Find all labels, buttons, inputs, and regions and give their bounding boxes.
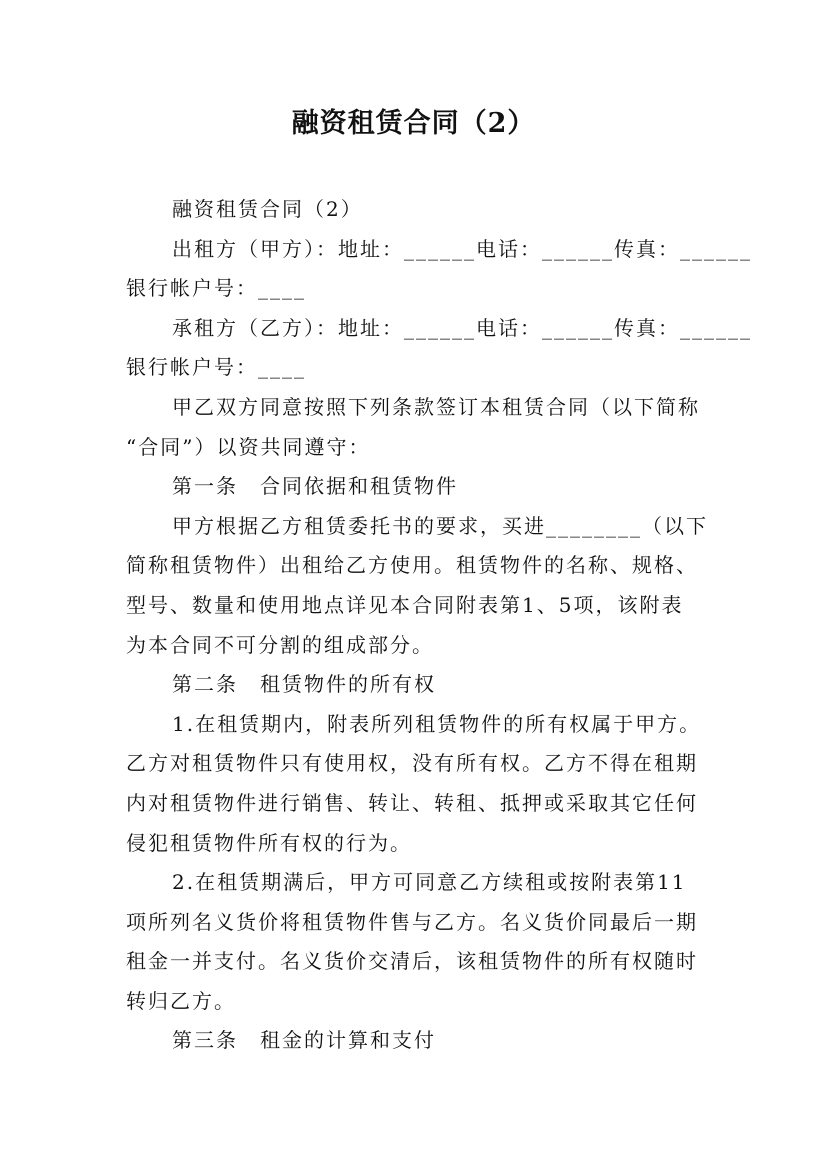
document-line: 1.在租赁期内，附表所列租赁物件的所有权属于甲方。 bbox=[172, 711, 702, 736]
document-line: 承租方（乙方）：地址：______电话：______传真：______ bbox=[172, 315, 752, 340]
document-line: 为本合同不可分割的组成部分。 bbox=[126, 632, 434, 657]
document-line: 项所列名义货价将租赁物件售与乙方。名义货价同最后一期 bbox=[126, 909, 698, 934]
document-line: 型号、数量和使用地点详见本合同附表第1、5项，该附表 bbox=[126, 592, 684, 617]
document-line: 侵犯租赁物件所有权的行为。 bbox=[126, 830, 412, 855]
document-line: 甲方根据乙方租赁委托书的要求，买进________（以下 bbox=[172, 513, 708, 538]
document-line: 内对租赁物件进行销售、转让、转租、抵押或采取其它任何 bbox=[126, 790, 698, 815]
document-title: 融资租赁合同（2） bbox=[291, 108, 536, 139]
document-line: 银行帐户号：____ bbox=[126, 355, 306, 380]
document-line: 2.在租赁期满后，甲方可同意乙方续租或按附表第11 bbox=[172, 870, 687, 895]
document-line: 简称租赁物件）出租给乙方使用。租赁物件的名称、规格、 bbox=[126, 553, 698, 578]
document-line: 融资租赁合同（2） bbox=[172, 197, 363, 221]
document-line: 乙方对租赁物件只有使用权，没有所有权。乙方不得在租期 bbox=[126, 751, 698, 776]
document-line: 出租方（甲方）：地址：______电话：______传真：______ bbox=[172, 236, 752, 261]
document-line: “合同”）以资共同遵守： bbox=[126, 434, 371, 459]
document-body bbox=[126, 190, 752, 1061]
document-line: 第二条 租赁物件的所有权 bbox=[172, 672, 436, 697]
document-line: 租金一并支付。名义货价交清后，该租赁物件的所有权随时 bbox=[126, 949, 698, 974]
document-line: 转归乙方。 bbox=[126, 988, 236, 1013]
document-line: 第一条 合同依据和租赁物件 bbox=[172, 474, 458, 499]
document-line: 银行帐户号：____ bbox=[126, 276, 306, 301]
document-line: 甲乙双方同意按照下列条款签订本租赁合同（以下简称 bbox=[172, 394, 700, 419]
document-line: 第三条 租金的计算和支付 bbox=[172, 1028, 436, 1053]
